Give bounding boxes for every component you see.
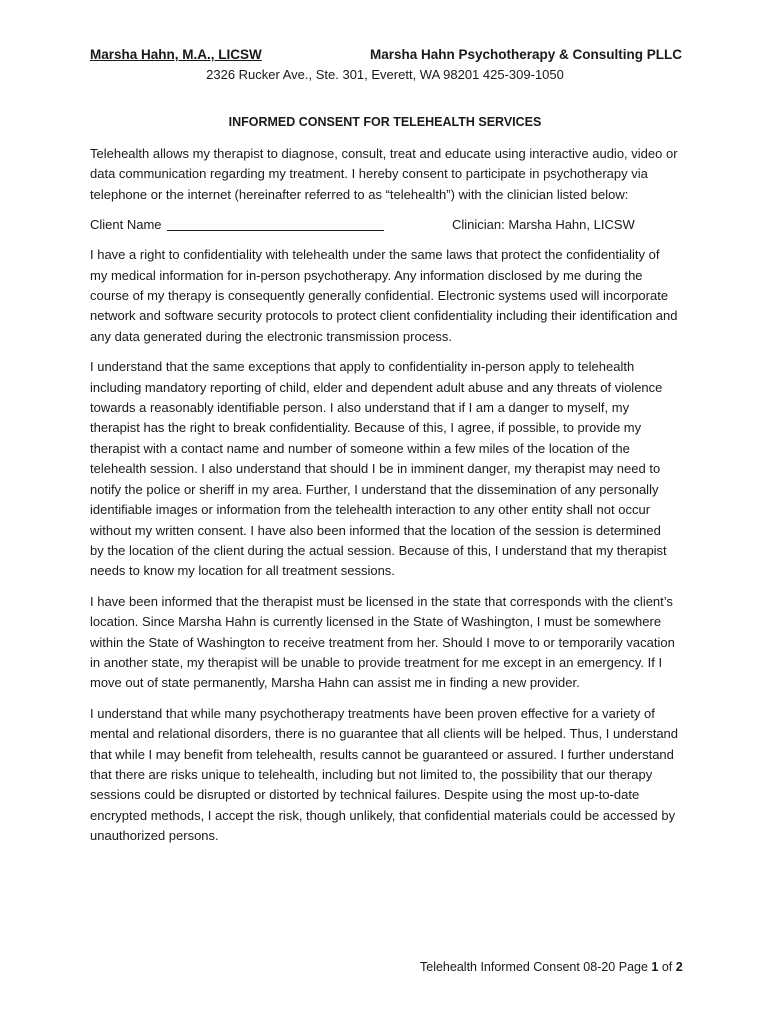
paragraph-exceptions: I understand that the same exceptions that apply to confidentiality in-person apply to telehealth including mandatory reporting of child, elder and dependent adult abuse and any threats of violence towards a reasonably identifiable person. I also understand that if I am a danger to myself, my therapist has the right to break confidentiality. Because of this, I agree, if possible, to provide my therapist with a contact name and number of someone within a few miles of the location of the telehealth session. I also understand that should I be in imminent danger, my therapist may need to notify the police or sheriff in my area. Further, I understand that the dissemination of any personally identifiable images or information from the telehealth interaction to any other entity shall not occur without my written consent. I have also been informed that the location of the session is determined by the location of the client during the actual session. Because of this, I understand that my therapist needs to know my location for all treatment sessions. bbox=[90, 359, 667, 579]
paragraph-licensing: I have been informed that the therapist must be licensed in the state that corresponds with the client’s location. Since Marsha Hahn is currently licensed in the State of Washington, I must be somewhere within the State of Washington to receive treatment from her. Should I move to or temporarily vacation in another state, my therapist will be unable to provide treatment for me except in an emergency. If I move out of state permanently, Marsha Hahn can assist me in finding a new provider. bbox=[90, 593, 675, 691]
client-name-label: Client Name bbox=[90, 217, 162, 233]
document-body bbox=[90, 144, 678, 857]
clinician-label: Clinician: Marsha Hahn, LICSW bbox=[452, 217, 635, 233]
paragraph-risks: I understand that while many psychotherapy treatments have been proven effective for a variety of mental and relational disorders, there is no guarantee that all clients will be helped. Thus, I understand that while I may benefit from telehealth, results cannot be guaranteed or assured. I further understand that there are risks unique to telehealth, including but not limited to, the possibility that our therapy sessions could be disrupted or distorted by technical failures. Despite using the most up-to-date encrypted methods, I accept the risk, though unlikely, that confidential materials could be accessed by unauthorized persons. bbox=[90, 705, 679, 844]
client-name-field[interactable] bbox=[167, 230, 384, 231]
therapist-name: Marsha Hahn, M.A., LICSW bbox=[90, 47, 262, 62]
page-footer bbox=[420, 960, 683, 974]
practice-name: Marsha Hahn Psychotherapy & Consulting PLLC bbox=[370, 47, 683, 62]
letterhead bbox=[90, 47, 683, 62]
client-row bbox=[90, 215, 678, 237]
footer-page-number: 1 bbox=[651, 960, 659, 974]
footer-of: of bbox=[658, 960, 676, 974]
paragraph-intro: Telehealth allows my therapist to diagnose, consult, treat and educate using interactive audio, video or data communication regarding my treatment. I hereby consent to participate in psychotherapy via telephone or the internet (hereinafter referred to as “telehealth”) with the clinician listed below: bbox=[90, 146, 678, 202]
footer-page-total: 2 bbox=[675, 960, 683, 974]
paragraph-confidentiality: I have a right to confidentiality with telehealth under the same laws that protect the confidentiality of my medical information for in-person psychotherapy. Any information disclosed by me during the course of my therapy is consequently generally confidential. Electronic systems used will incorporate network and software security protocols to protect client confidentiality including their identification and any data generated during the electronic transmission process. bbox=[90, 247, 678, 344]
document-title: INFORMED CONSENT FOR TELEHEALTH SERVICES bbox=[228, 115, 542, 129]
practice-address: 2326 Rucker Ave., Ste. 301, Everett, WA 98201 425-309-1050 bbox=[206, 67, 564, 82]
footer-text: Telehealth Informed Consent 08-20 Page bbox=[420, 960, 652, 974]
